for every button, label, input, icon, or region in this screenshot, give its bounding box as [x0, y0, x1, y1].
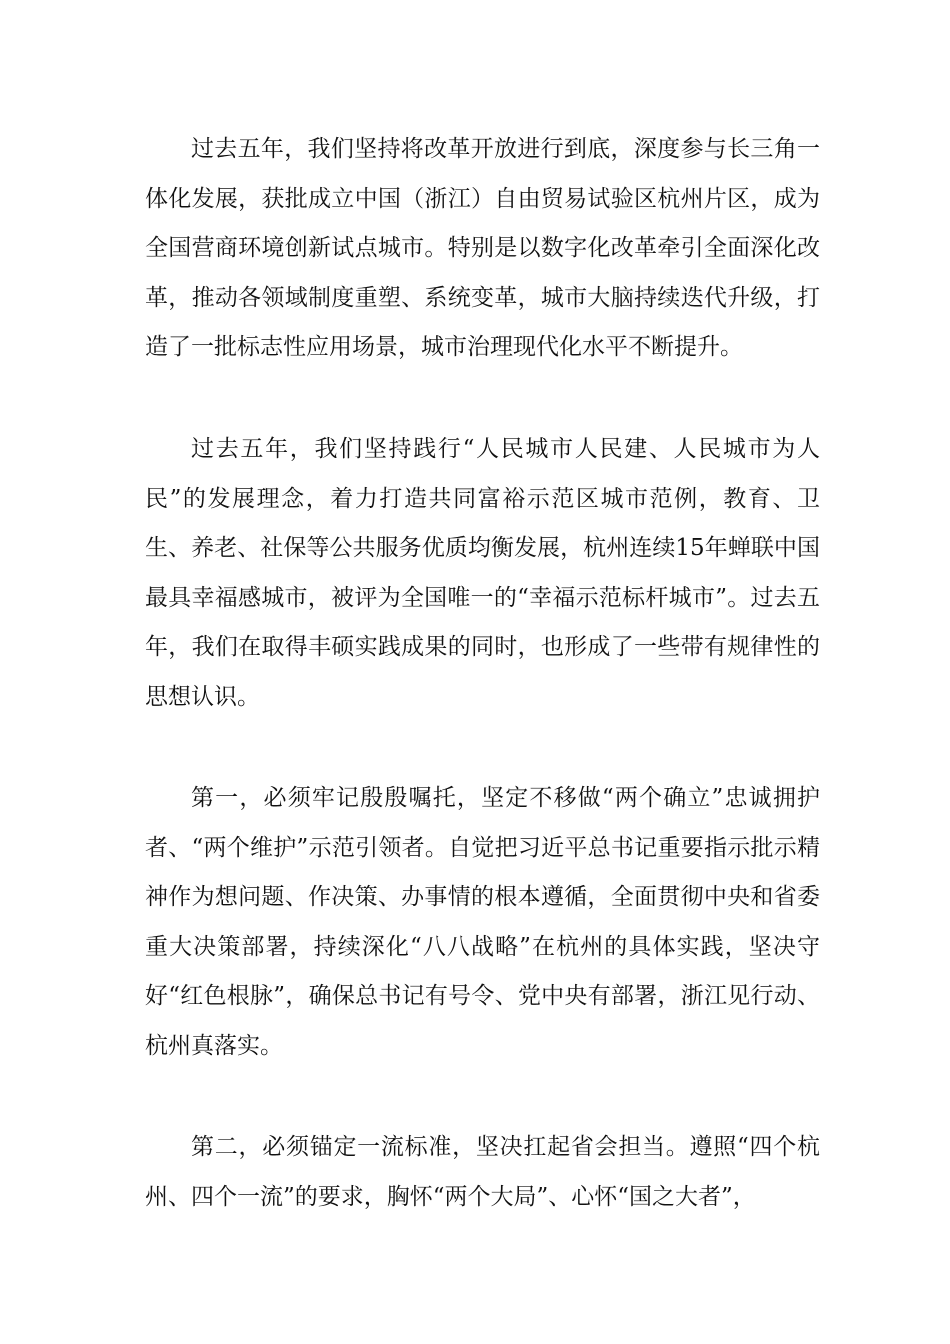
- paragraph-second-principle: 第二，必须锚定一流标准，坚决扛起省会担当。遵照“四个杭州、四个一流”的要求，胸怀“两个大局”、心怀“国之大者”，: [145, 1134, 820, 1210]
- paragraph-reform-opening: 过去五年，我们坚持将改革开放进行到底，深度参与长三角一体化发展，获批成立中国（浙江）自由贸易试验区杭州片区，成为全国营商环境创新试点城市。特别是以数字化改革牵引全面深化改革，推动各领域制度重塑、系统变革，城市大脑持续迭代升级，打造了一批标志性应用场景，城市治理现代化水平不断提升。: [145, 136, 820, 361]
- paragraph-people-city: 过去五年，我们坚持践行“人民城市人民建、人民城市为人民”的发展理念，着力打造共同富裕示范区城市范例，教育、卫生、养老、社保等公共服务优质均衡发展，杭州连续15年蝉联中国最具幸福感城市，被评为全国唯一的“幸福示范标杆城市”。过去五年，我们在取得丰硕实践成果的同时，也形成了一些带有规律性的思想认识。: [145, 436, 820, 710]
- paragraph-first-principle: 第一，必须牢记殷殷嘱托，坚定不移做“两个确立”忠诚拥护者、“两个维护”示范引领者。自觉把习近平总书记重要指示批示精神作为想问题、作决策、办事情的根本遵循，全面贯彻中央和省委重大决策部署，持续深化“八八战略”在杭州的具体实践，坚决守好“红色根脉”，确保总书记有号令、党中央有部署，浙江见行动、杭州真落实。: [145, 785, 820, 1059]
